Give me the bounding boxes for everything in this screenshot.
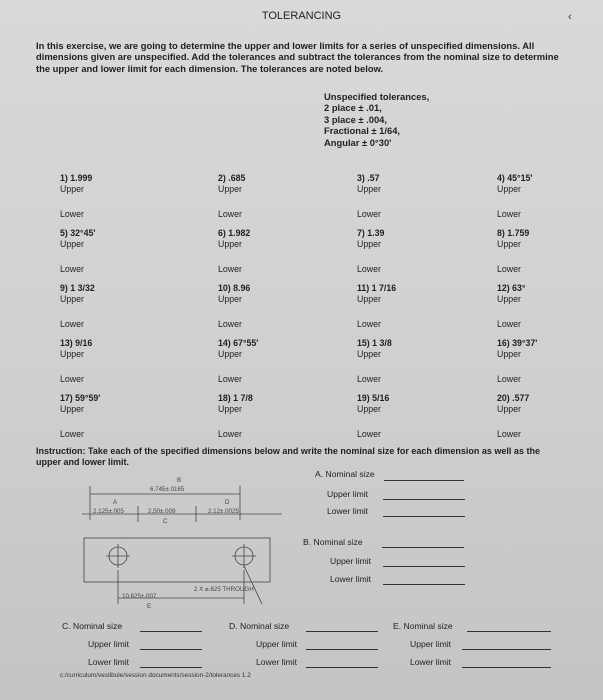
- problem-label: 10) 8.96: [218, 283, 251, 293]
- answer-d-upper: Upper limit: [256, 639, 298, 649]
- problem-label: 16) 39°37': [497, 338, 538, 348]
- problem-lower-label: Lower: [218, 429, 242, 439]
- problem-upper-label: Upper: [357, 348, 381, 359]
- problem-upper-label: Upper: [497, 348, 521, 359]
- arrow-mark: ‹: [568, 11, 572, 23]
- problem-label: 20) .577: [497, 393, 530, 403]
- problem-lower-label: Lower: [357, 319, 381, 329]
- problem-lower-label: Lower: [497, 429, 521, 439]
- problem-label: 8) 1.759: [497, 228, 530, 238]
- problem-lower-label: Lower: [218, 209, 242, 219]
- problem-upper-label: Upper: [357, 238, 381, 249]
- problem-upper-label: Upper: [218, 238, 242, 249]
- problem-upper-label: Upper: [60, 293, 84, 304]
- problem-lower-label: Lower: [357, 374, 381, 384]
- answer-b-lower-line[interactable]: [383, 584, 465, 585]
- problem-upper-label: Upper: [60, 238, 84, 249]
- answer-c-lower-line[interactable]: [140, 667, 202, 668]
- answer-b-nominal-line[interactable]: [382, 547, 464, 548]
- answer-a-nominal-line[interactable]: [384, 480, 464, 481]
- dim-b-value: 6.745±.0165: [150, 486, 185, 493]
- dim-a-letter: A: [113, 499, 118, 506]
- answer-e-upper: Upper limit: [410, 639, 452, 649]
- intro-paragraph: In this exercise, we are going to determine the upper and lower limits for a series of unspecified dimensions. All dimensions given are unspecified. Add the tolerances and subtract the tolerances from the nominal size to determine the upper and lower limit for each dimension. The tolerances are noted below.: [36, 40, 559, 74]
- answer-b-lower: Lower limit: [330, 574, 372, 584]
- problem-lower-label: Lower: [497, 209, 521, 219]
- problem-lower-label: Lower: [60, 319, 84, 329]
- problem-label: 19) 5/16: [357, 393, 390, 403]
- answer-d-upper-line[interactable]: [306, 649, 378, 650]
- answer-d-nominal: D. Nominal size: [229, 621, 290, 631]
- problem-label: 17) 59°59': [60, 393, 101, 403]
- hole-note: 2 X ⌀.625 THROUGH: [194, 586, 254, 593]
- problem-label: 18) 1 7/8: [218, 393, 253, 403]
- problem-label: 1) 1.999: [60, 173, 93, 183]
- problem-lower-label: Lower: [60, 264, 84, 274]
- problem-label: 4) 45°15': [497, 173, 533, 183]
- problem-label: 14) 67°55': [218, 338, 259, 348]
- instruction-text: Instruction: Take each of the specified dimensions below and write the nominal size for each dimension as well as the upper and lower limit.: [36, 446, 540, 467]
- problem-label: 6) 1.982: [218, 228, 251, 238]
- answer-c-upper-line[interactable]: [140, 649, 202, 650]
- dim-c-value: 2.50±.009: [148, 508, 176, 515]
- problem-label: 12) 63°: [497, 283, 526, 293]
- problem-upper-label: Upper: [497, 183, 521, 194]
- answer-b-upper-line[interactable]: [383, 566, 465, 567]
- problem-label: 7) 1.39: [357, 228, 385, 238]
- problem-label: 15) 1 3/8: [357, 338, 392, 348]
- dim-e-value: 10.625±.007: [122, 593, 157, 600]
- problem-lower-label: Lower: [497, 319, 521, 329]
- problem-lower-label: Lower: [60, 209, 84, 219]
- answer-a-upper-line[interactable]: [383, 499, 465, 500]
- tolerance-line: Unspecified tolerances,: [324, 91, 430, 102]
- tolerance-line: Angular ± 0°30': [324, 136, 392, 148]
- problem-label: 5) 32°45': [60, 228, 96, 238]
- problem-upper-label: Upper: [218, 183, 242, 194]
- problem-upper-label: Upper: [218, 403, 242, 414]
- answer-b-nominal: B. Nominal size: [303, 537, 363, 547]
- problem-label: 13) 9/16: [60, 338, 93, 348]
- footer-path: c:/curriculum/vestibule/session documents/session-2/tolerances 1.2: [60, 672, 251, 679]
- problem-upper-label: Upper: [497, 293, 521, 304]
- tolerance-line: Fractional ± 1/64,: [324, 125, 401, 137]
- problem-lower-label: Lower: [60, 429, 84, 439]
- tolerance-line: 3 place ± .004,: [324, 113, 387, 125]
- dim-d-letter: D: [225, 499, 230, 506]
- problem-lower-label: Lower: [218, 319, 242, 329]
- answer-a-lower: Lower limit: [327, 506, 369, 516]
- problem-upper-label: Upper: [357, 183, 381, 194]
- problem-upper-label: Upper: [60, 403, 84, 414]
- answer-e-upper-line[interactable]: [462, 649, 551, 650]
- problem-lower-label: Lower: [357, 429, 381, 439]
- dim-e-letter: E: [147, 603, 152, 610]
- problem-label: 9) 1 3/32: [60, 283, 95, 293]
- answer-d-lower-line[interactable]: [306, 667, 378, 668]
- problem-lower-label: Lower: [357, 209, 381, 219]
- answer-d-nominal-line[interactable]: [306, 631, 378, 632]
- answer-a-nominal: A. Nominal size: [315, 469, 375, 479]
- problem-upper-label: Upper: [60, 348, 84, 359]
- problem-lower-label: Lower: [497, 264, 521, 274]
- answer-a-lower-line[interactable]: [383, 516, 465, 517]
- problem-upper-label: Upper: [357, 293, 381, 304]
- problem-lower-label: Lower: [497, 374, 521, 384]
- answer-e-lower: Lower limit: [410, 657, 452, 667]
- problem-label: 2) .685: [218, 173, 246, 183]
- problem-upper-label: Upper: [218, 293, 242, 304]
- problem-label: 11) 1 7/16: [357, 283, 397, 293]
- problem-lower-label: Lower: [357, 264, 381, 274]
- answer-c-lower: Lower limit: [88, 657, 130, 667]
- answer-c-nominal-line[interactable]: [140, 631, 202, 632]
- answer-e-nominal-line[interactable]: [467, 631, 551, 632]
- answer-e-nominal: E. Nominal size: [393, 621, 453, 631]
- answer-c-upper: Upper limit: [88, 639, 130, 649]
- problem-upper-label: Upper: [497, 238, 521, 249]
- problem-upper-label: Upper: [218, 348, 242, 359]
- problem-label: 3) .57: [357, 173, 380, 183]
- answer-b-upper: Upper limit: [330, 556, 372, 566]
- problem-upper-label: Upper: [357, 403, 381, 414]
- tolerance-line: 2 place ± .01,: [324, 102, 382, 114]
- problem-lower-label: Lower: [218, 374, 242, 384]
- page-title: TOLERANCING: [261, 10, 342, 22]
- problem-upper-label: Upper: [497, 403, 521, 414]
- answer-c-nominal: C. Nominal size: [62, 621, 123, 631]
- dim-c-letter: C: [163, 518, 168, 525]
- answer-e-lower-line[interactable]: [462, 667, 551, 668]
- answer-a-upper: Upper limit: [327, 489, 369, 499]
- answer-d-lower: Lower limit: [256, 657, 298, 667]
- dim-d-value: 2.12±.0025: [208, 508, 239, 515]
- problem-lower-label: Lower: [60, 374, 84, 384]
- problem-upper-label: Upper: [60, 183, 84, 194]
- problem-lower-label: Lower: [218, 264, 242, 274]
- dim-b-letter: B: [177, 477, 182, 484]
- dim-a-value: 2.125±.005: [93, 508, 124, 515]
